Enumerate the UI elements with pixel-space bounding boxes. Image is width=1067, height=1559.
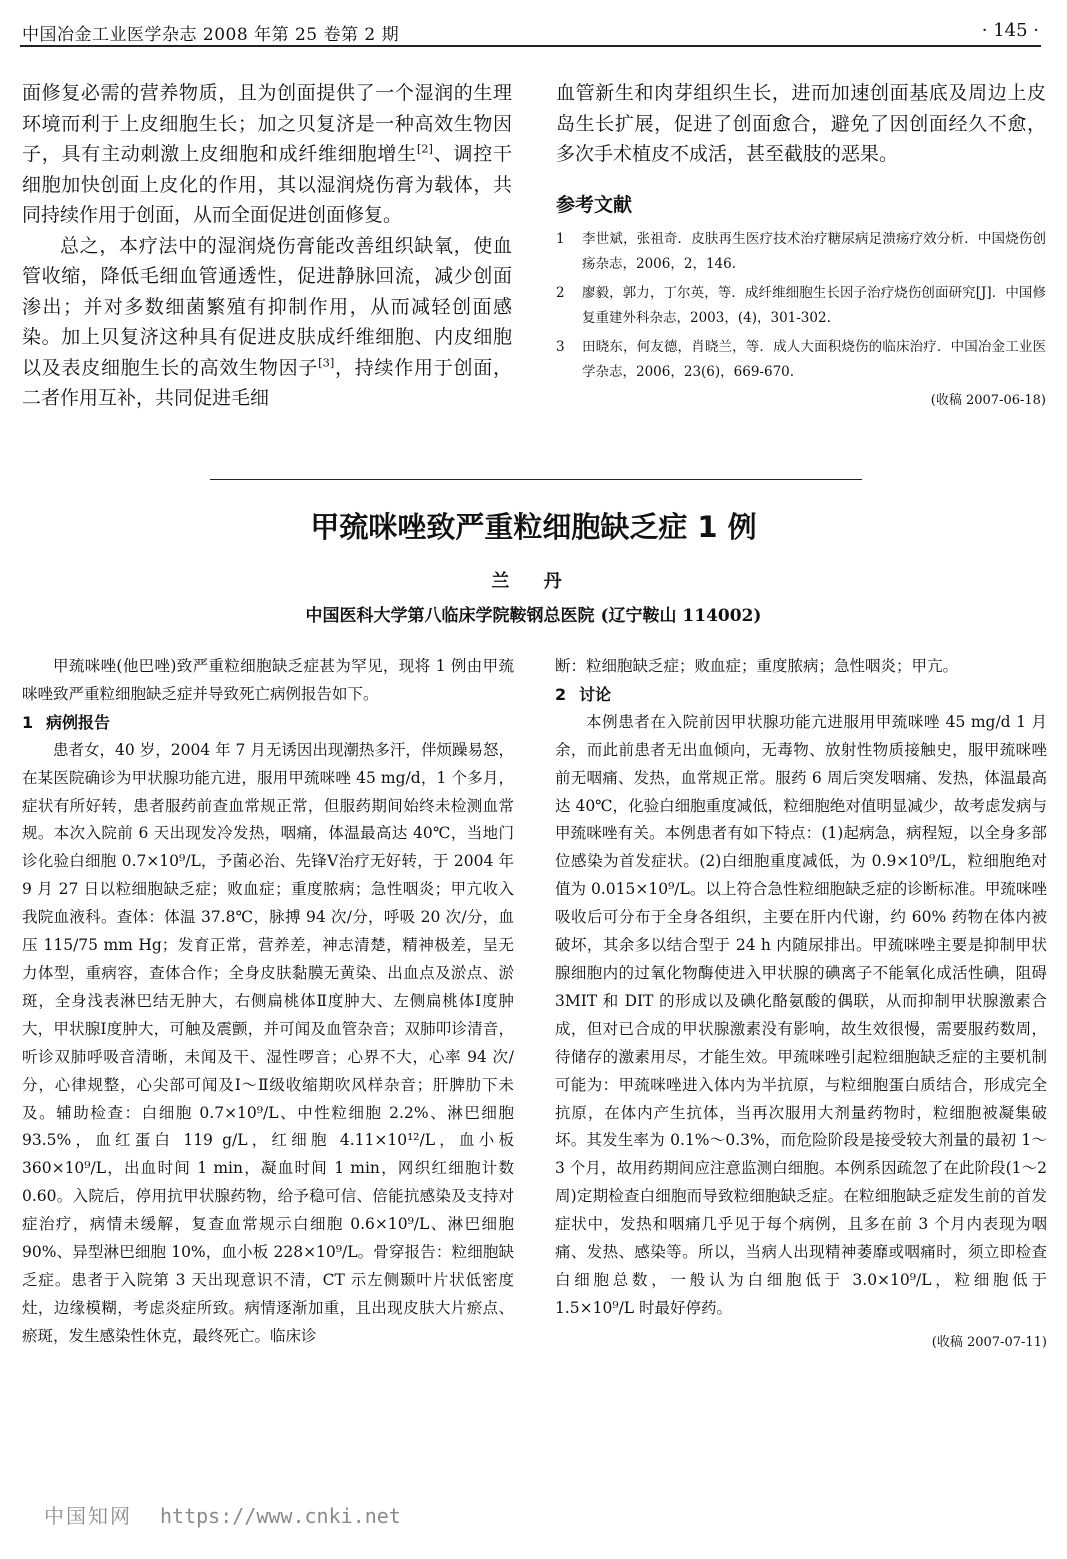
- article-left-column: [22, 653, 514, 1351]
- cnki-url[interactable]: https://www.cnki.net: [160, 1504, 401, 1528]
- prev-article-left-column: [22, 78, 512, 414]
- cnki-logo-text: 中国知网: [44, 1504, 132, 1528]
- section-heading-discussion: 2 讨论: [555, 684, 612, 704]
- prev-paragraph-1: 面修复必需的营养物质，且为创面提供了一个湿润的生理环境而利于上皮细胞生长；加之贝复济是一种高效生物因子，具有主动刺激上皮细胞和成纤维细胞增生[2]、调控干细胞加快创面上皮化的作用，其以湿润烧伤膏为载体，共同持续作用于创面，从而全面促进创面修复。: [22, 82, 512, 226]
- article-author: 兰 丹: [491, 571, 576, 592]
- article-affiliation: 中国医科大学第八临床学院鞍钢总医院 (辽宁鞍山 114002): [305, 606, 762, 626]
- discussion-paragraph: 本例患者在入院前因甲状腺功能亢进服用甲巯咪唑 45 mg/d 1 月余，而此前患者无出血倾向，无毒物、放射性物质接触史，服甲巯咪唑前无咽痛、发热，血常规正常。服药 6 周后突发咽痛、发热，体温最高达 40℃，化验白细胞重度减低，粒细胞绝对值明显减少，故考虑发病与甲巯咪唑有关。本例患者有如下特点：(1)起病急，病程短，以全身多部位感染为首发症状。(2)白细胞重度减低，为 0.9×10⁹/L，粒细胞绝对值为 0.015×10⁹/L。以上符合急性粒细胞缺乏症的诊断标准。甲巯咪唑吸收后可分布于全身各组织，主要在肝内代谢，约 60% 药物在体内被破坏，其余多以结合型于 24 h 内随尿排出。甲巯咪唑主要是抑制甲状腺细胞内的过氧化物酶使进入甲状腺的碘离子不能氧化成活性碘，阻碍 3MIT 和 DIT 的形成以及碘化酪氨酸的偶联，从而抑制甲状腺激素合成，但对已合成的甲状腺激素没有影响，故生效很慢，需要服药数周，待储存的激素用尽，才能生效。甲巯咪唑引起粒细胞缺乏症的主要机制可能为：甲巯咪唑进入体内为半抗原，与粒细胞蛋白质结合，形成完全抗原，在体内产生抗体，当再次服用大剂量药物时，粒细胞被凝集破坏。其发生率为 0.1%～0.3%，而危险阶段是接受较大剂量的最初 1～3 个月，故用药期间应注意监测白细胞。本例系因疏忽了在此阶段(1～2 周)定期检查白细胞而导致粒细胞缺乏症。在粒细胞缺乏症发生前的首发症状中，发热和咽痛几乎见于每个病例，且多在前 3 个月内表现为咽痛、发热、感染等。所以，当病人出现精神萎靡或咽痛时，须立即检查白细胞总数，一般认为白细胞低于 3.0×10⁹/L，粒细胞低于 1.5×10⁹/L 时最好停药。: [555, 712, 1047, 1317]
- received-date-1: (收稿 2007-06-18): [930, 392, 1046, 408]
- cnki-watermark: [44, 1500, 401, 1529]
- page-number: · 145 ·: [981, 20, 1039, 41]
- article-separator-rule: [210, 479, 862, 480]
- reference-item: 2 廖毅，郭力，丁尔英，等．成纤维细胞生长因子治疗烧伤创面研究[J]．中国修复重建外科杂志，2003，(4)，301-302.: [556, 284, 1046, 326]
- references-heading: 参考文献: [556, 193, 633, 216]
- diagnosis-continuation: 断：粒细胞缺乏症；败血症；重度脓病；急性咽炎；甲亢。: [555, 657, 959, 675]
- article-title: 甲巯咪唑致严重粒细胞缺乏症 1 例: [310, 510, 757, 544]
- journal-header: 中国冶金工业医学杂志 2008 年第 25 卷第 2 期: [22, 25, 400, 45]
- header-rule: [20, 45, 1041, 47]
- prev-article-right-column: [556, 78, 1046, 408]
- case-paragraph: 患者女，40 岁，2004 年 7 月无诱因出现潮热多汗，伴烦躁易怒，在某医院确诊为甲状腺功能亢进，服用甲巯咪唑 45 mg/d，1 个多月，症状有所好转，患者服药前查血常规正常，但服药期间始终未检测血常规。本次入院前 6 天出现发冷发热，咽痛，体温最高达 40℃，当地门诊化验白细胞 0.7×10⁹/L，予菌必治、先锋Ⅴ治疗无好转，于 2004 年 9 月 27 日以粒细胞缺乏症；败血症；重度脓病；急性咽炎；甲亢收入我院血液科。查体：体温 37.8℃，脉搏 94 次/分，呼吸 20 次/分，血压 115/75 mm Hg；发育正常，营养差，神志清楚，精神极差，呈无力体型，重病容，查体合作；全身皮肤黏膜无黄染、出血点及淤点、淤斑，全身浅表淋巴结无肿大，右侧扁桃体Ⅱ度肿大、左侧扁桃体Ⅰ度肿大，甲状腺Ⅰ度肿大，可触及震颤，并可闻及血管杂音；双肺叩诊清音，听诊双肺呼吸音清晰，未闻及干、湿性啰音；心界不大，心率 94 次/分，心律规整，心尖部可闻及Ⅰ～Ⅱ级收缩期吹风样杂音；肝脾肋下未及。辅助检查：白细胞 0.7×10⁹/L、中性粒细胞 2.2%、淋巴细胞 93.5%，血红蛋白 119 g/L，红细胞 4.11×10¹²/L，血小板 360×10⁹/L，出血时间 1 min，凝血时间 1 min，网织红细胞计数 0.60。入院后，停用抗甲状腺药物，给予稳可信、倍能抗感染及支持对症治疗，病情未缓解，复查血常规示白细胞 0.6×10⁹/L、淋巴细胞 90%、异型淋巴细胞 10%，血小板 228×10⁹/L。骨穿报告：粒细胞缺乏症。患者于入院第 3 天出现意识不清，CT 示左侧颞叶片状低密度灶，边缘模糊，考虑炎症所致。病情逐渐加重，且出现皮肤大片瘀点、瘀斑，发生感染性休克，最终死亡。临床诊: [22, 740, 514, 1345]
- prev-paragraph-2: 总之，本疗法中的湿润烧伤膏能改善组织缺氧，使血管收缩，降低毛细血管通透性，促进静脉回流，减少创面渗出；并对多数细菌繁殖有抑制作用，从而减轻创面感染。加上贝复济这种具有促进皮肤成纤维细胞、内皮细胞以及表皮细胞生长的高效生物因子[3]，持续作用于创面，二者作用互补，共同促进毛细: [22, 234, 512, 409]
- article-right-column: [555, 653, 1047, 1350]
- reference-item: 1 李世斌，张祖奇．皮肤再生医疗技术治疗糖尿病足溃疡疗效分析．中国烧伤创疡杂志，2006，2，146.: [556, 230, 1046, 272]
- section-heading-case-report: 1 病例报告: [22, 712, 111, 732]
- intro-paragraph: 甲巯咪唑(他巴唑)致严重粒细胞缺乏症甚为罕见，现将 1 例由甲巯咪唑致严重粒细胞缺乏症并导致死亡病例报告如下。: [22, 657, 514, 703]
- reference-item: 3 田晓东，何友德，肖晓兰，等．成人大面积烧伤的临床治疗．中国冶金工业医学杂志，2006，23(6)，669-670.: [556, 338, 1046, 380]
- citation-3: [3]: [318, 355, 335, 370]
- received-date-2: (收稿 2007-07-11): [931, 1334, 1047, 1350]
- citation-2: [2]: [416, 141, 433, 156]
- prev-paragraph-3: 血管新生和肉芽组织生长，进而加速创面基底及周边上皮岛生长扩展，促进了创面愈合，避免了因创面经久不愈，多次手术植皮不成活，甚至截肢的恶果。: [556, 82, 1046, 165]
